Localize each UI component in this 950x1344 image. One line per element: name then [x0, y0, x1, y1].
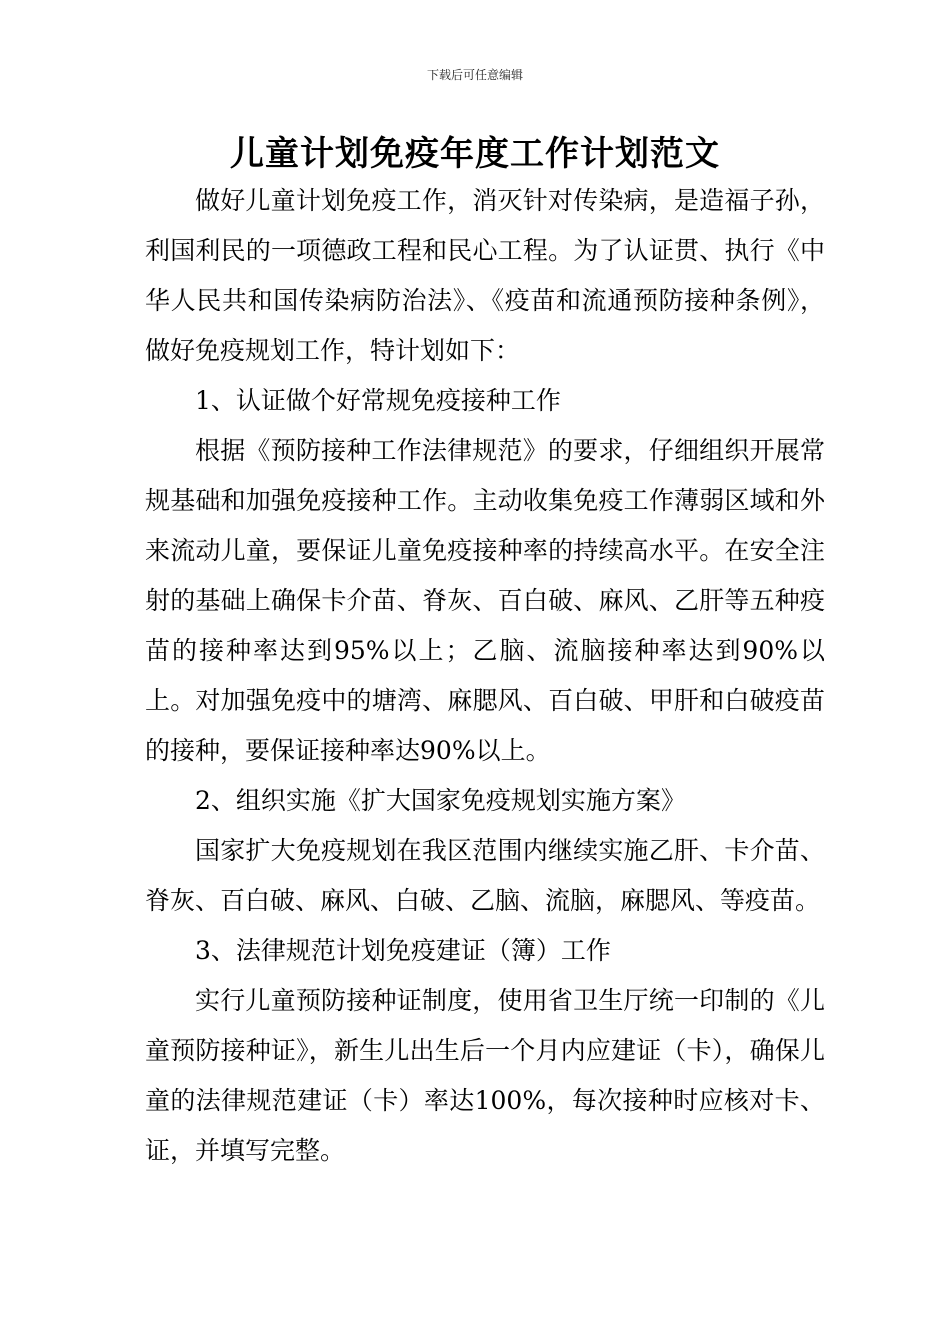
- document-title: 儿童计划免疫年度工作计划范文: [230, 134, 720, 174]
- section-paragraph-3: 实行儿童预防接种证制度，使用省卫生厅统一印制的《儿童预防接种证》，新生儿出生后一个月内应建证（卡），确保儿童的法律规范建证（卡）率达100%，每次接种时应核对卡、证，并填写完整。: [145, 986, 825, 1165]
- page-header-note: 下载后可任意编辑: [426, 68, 523, 82]
- section-paragraph-1: 根据《预防接种工作法律规范》的要求，仔细组织开展常规基础和加强免疫接种工作。主动收集免疫工作薄弱区域和外来流动儿童，要保证儿童免疫接种率的持续高水平。在安全注射的基础上确保卡介苗、脊灰、百白破、麻风、乙肝等五种疫苗的接种率达到95%以上；乙脑、流脑接种率达到90%以上。对加强免疫中的塘湾、麻腮风、百白破、甲肝和白破疫苗的接种，要保证接种率达90%以上。: [145, 436, 825, 765]
- document-body: [145, 176, 825, 1176]
- intro-paragraph: 做好儿童计划免疫工作，消灭针对传染病，是造福子孙，利国利民的一项德政工程和民心工程。为了认证贯、执行《中华人民共和国传染病防治法》、《疫苗和流通预防接种条例》，做好免疫规划工作，特计划如下：: [145, 186, 825, 365]
- section-heading-3: 3、法律规范计划免疫建证（簿）工作: [195, 936, 611, 965]
- section-heading-2: 2、组织实施《扩大国家免疫规划实施方案》: [195, 786, 686, 815]
- section-heading-1: 1、认证做个好常规免疫接种工作: [195, 386, 561, 415]
- section-paragraph-2: 国家扩大免疫规划在我区范围内继续实施乙肝、卡介苗、脊灰、百白破、麻风、白破、乙脑、流脑，麻腮风、等疫苗。: [145, 836, 825, 915]
